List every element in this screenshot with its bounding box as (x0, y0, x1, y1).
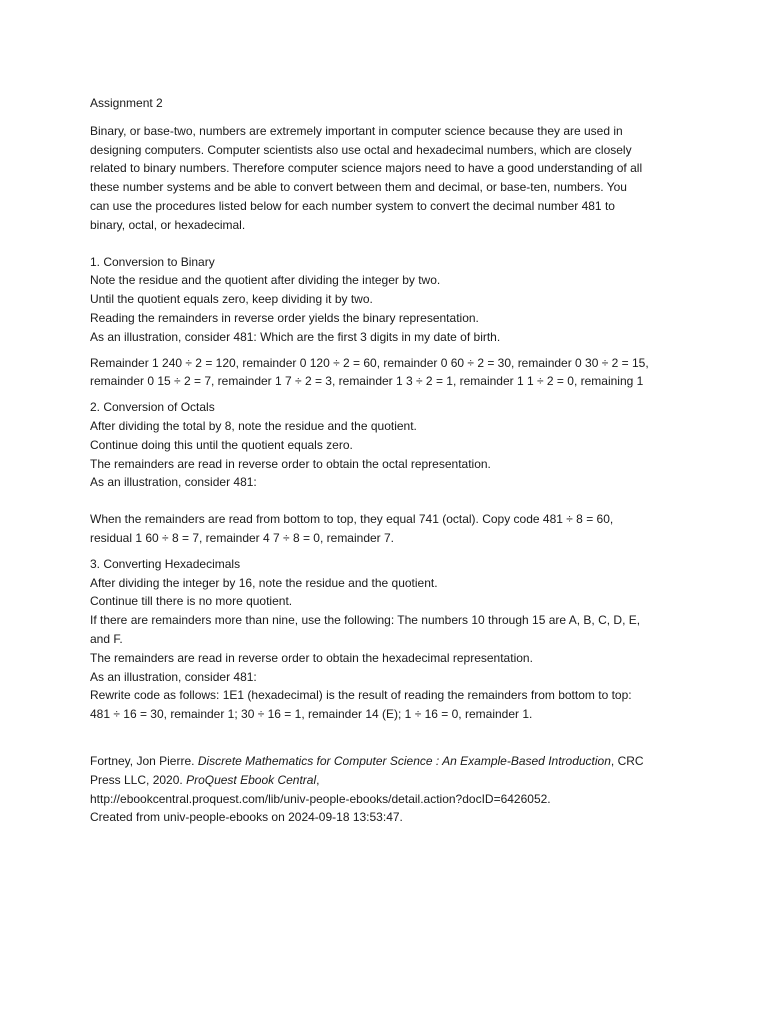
intro-line: can use the procedures listed below for each number system to convert the decimal number 481 to (90, 198, 615, 213)
hex-step: Continue till there is no more quotient. (90, 594, 293, 609)
citation-collection: ProQuest Ebook Central (186, 772, 317, 787)
intro-line: designing computers. Computer scientists also use octal and hexadecimal numbers, which are closely (90, 142, 632, 157)
binary-step: Note the residue and the quotient after dividing the integer by two. (90, 273, 441, 288)
intro-paragraph (90, 122, 690, 235)
octal-step: The remainders are read in reverse order to obtain the octal representation. (90, 456, 491, 471)
citation-authors: Fortney, Jon Pierre. (90, 753, 198, 768)
citation (90, 752, 690, 827)
octal-heading: 2. Conversion of Octals (90, 400, 215, 415)
octal-step: Continue doing this until the quotient equals zero. (90, 437, 353, 452)
hex-step: The remainders are read in reverse order to obtain the hexadecimal representation. (90, 650, 533, 665)
binary-step: Until the quotient equals zero, keep dividing it by two. (90, 292, 373, 307)
hex-step: If there are remainders more than nine, use the following: The numbers 10 through 15 are A, B, C, D, E, (90, 613, 641, 628)
document-page (90, 94, 690, 827)
citation-publisher: , CRC (610, 753, 644, 768)
citation-line-1 (90, 752, 690, 771)
citation-press: Press LLC, 2020. (90, 772, 187, 787)
citation-created: Created from univ-people-ebooks on 2024-09-18 13:53:47. (90, 810, 403, 825)
hex-section (90, 555, 690, 724)
binary-work: Remainder 1 240 ÷ 2 = 120, remainder 0 120 ÷ 2 = 60, remainder 0 60 ÷ 2 = 30, remainder 0 30 ÷ 2 = 15, (90, 355, 649, 370)
intro-line: Binary, or base-two, numbers are extremely important in computer science because they are used in (90, 123, 623, 138)
octal-work: residual 1 60 ÷ 8 = 7, remainder 4 7 ÷ 8 = 0, remainder 7. (90, 530, 395, 545)
assignment-title: Assignment 2 (90, 96, 163, 110)
hex-step: After dividing the integer by 16, note the residue and the quotient. (90, 575, 438, 590)
octal-work: When the remainders are read from bottom to top, they equal 741 (octal). Copy code 481 ÷ 8 = 60, (90, 512, 614, 527)
hex-step: As an illustration, consider 481: (90, 669, 257, 684)
intro-line: related to binary numbers. Therefore computer science majors need to have a good understanding of all (90, 161, 643, 176)
citation-book-title: Discrete Mathematics for Computer Science : An Example-Based Introduction (197, 753, 611, 768)
citation-comma: , (316, 772, 320, 787)
intro-line: these number systems and be able to convert between them and decimal, or base-ten, numbers. You (90, 180, 627, 195)
binary-section (90, 253, 690, 392)
hex-step: 481 ÷ 16 = 30, remainder 1; 30 ÷ 16 = 1, remainder 14 (E); 1 ÷ 16 = 0, remainder 1. (90, 707, 533, 722)
binary-heading: 1. Conversion to Binary (90, 254, 215, 269)
binary-step: Reading the remainders in reverse order yields the binary representation. (90, 310, 479, 325)
octal-step: As an illustration, consider 481: (90, 475, 257, 490)
citation-line-2 (90, 771, 690, 790)
citation-url: http://ebookcentral.proquest.com/lib/univ-people-ebooks/detail.action?docID=6426052. (90, 791, 551, 806)
hex-step: and F. (90, 631, 123, 646)
octal-step: After dividing the total by 8, note the residue and the quotient. (90, 418, 417, 433)
octal-section (90, 398, 690, 548)
intro-line: binary, octal, or hexadecimal. (90, 217, 246, 232)
binary-step: As an illustration, consider 481: Which are the first 3 digits in my date of birth. (90, 329, 501, 344)
binary-work: remainder 0 15 ÷ 2 = 7, remainder 1 7 ÷ 2 = 3, remainder 1 3 ÷ 2 = 1, remainder 1 1 ÷ 2 = 0, remaining 1 (90, 374, 644, 389)
hex-step: Rewrite code as follows: 1E1 (hexadecimal) is the result of reading the remainders from bottom to top: (90, 688, 632, 703)
hex-heading: 3. Converting Hexadecimals (90, 556, 241, 571)
